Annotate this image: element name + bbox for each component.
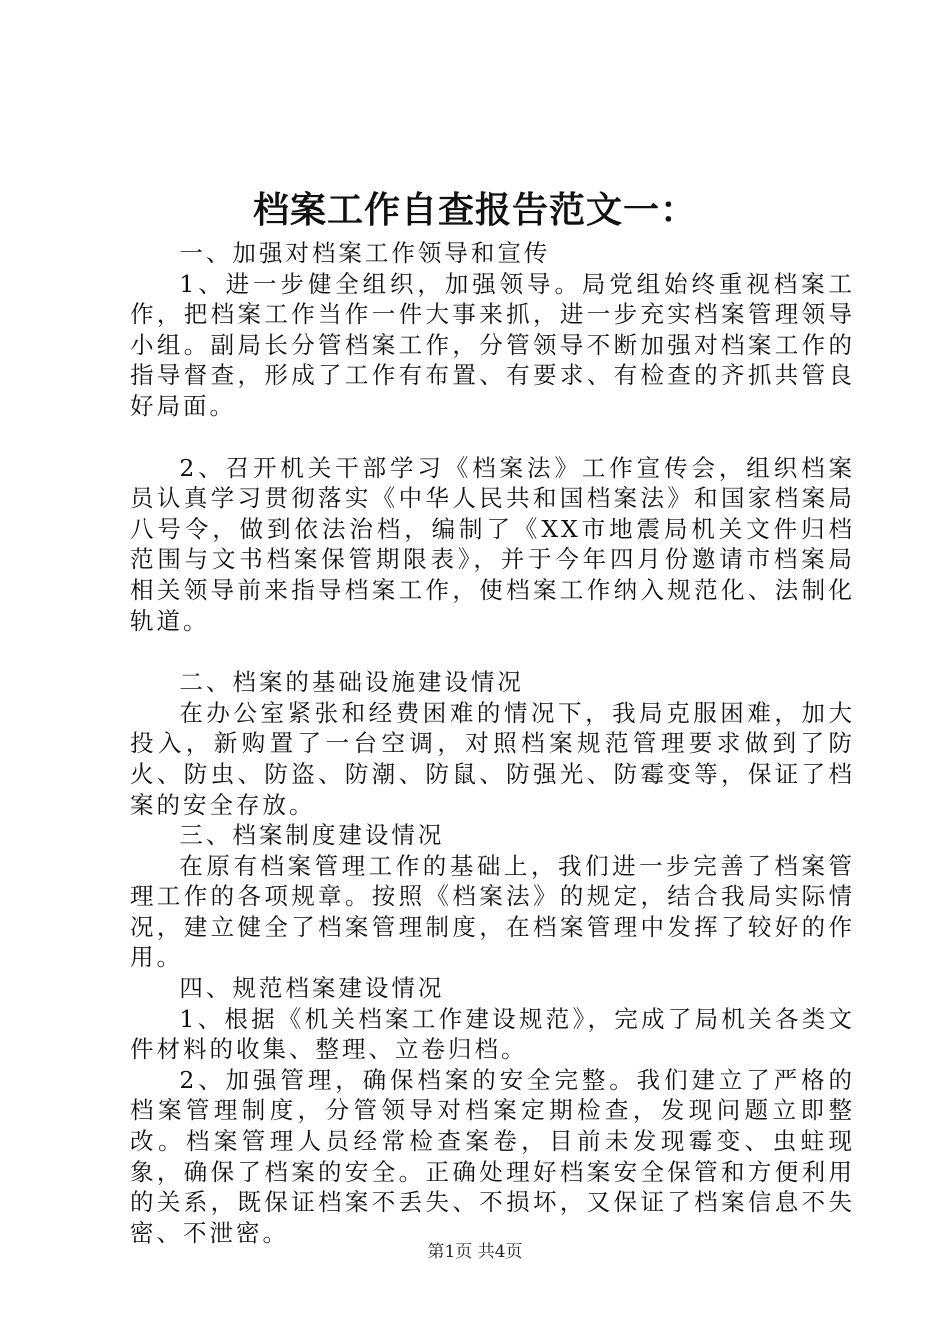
section-heading-1: 一、加强对档案工作领导和宣传 bbox=[179, 239, 551, 267]
paragraph-gap bbox=[130, 636, 855, 667]
paragraph-2-1: 在办公室紧张和经费困难的情况下，我局克服困难，加大投入，新购置了一台空调，对照档案规范管理要求做到了防火、防虫、防盗、防潮、防鼠、防强光、防霉变等，保证了档案的安全存放。 bbox=[130, 698, 855, 819]
paragraph-1-2: 2、召开机关干部学习《档案法》工作宣传会，组织档案员认真学习贯彻落实《中华人民共和国档案法》和国家档案局八号令，做到依法治档，编制了《XX市地震局机关文件归档范围与文书档案保管期限表》，并于今年四月份邀请市档案局相关领导前来指导档案工作，使档案工作纳入规范化、法制化轨道。 bbox=[130, 453, 855, 635]
section-heading-3: 三、档案制度建设情况 bbox=[179, 821, 445, 850]
page-footer: 第1页 共4页 bbox=[427, 1242, 523, 1262]
paragraph-1-1: 1、进一步健全组织，加强领导。局党组始终重视档案工作，把档案工作当作一件大事来抓，进一步充实档案管理领导小组。副局长分管档案工作，分管领导不断加强对档案工作的指导督查，形成了工作有布置、有要求、有检查的齐抓共管良好局面。 bbox=[130, 269, 855, 420]
paragraph-3-1: 在原有档案管理工作的基础上，我们进一步完善了档案管理工作的各项规章。按照《档案法》的规定，结合我局实际情况，建立健全了档案管理制度，在档案管理中发挥了较好的作用。 bbox=[130, 851, 855, 972]
document-title: 档案工作自查报告范文一： bbox=[252, 189, 697, 231]
paragraph-4-1: 1、根据《机关档案工作建设规范》，完成了局机关各类文件材料的收集、整理、立卷归档。 bbox=[130, 1004, 855, 1064]
paragraph-4-2: 2、加强管理，确保档案的安全完整。我们建立了严格的档案管理制度，分管领导对档案定期检查，发现问题立即整改。档案管理人员经常检查案卷，目前未发现霉变、虫蛀现象，确保了档案的安全。正确处理好档案安全保管和方便利用的关系，既保证档案不丢失、不损坏，又保证了档案信息不失密、不泄密。 bbox=[130, 1065, 855, 1247]
section-heading-2: 二、档案的基础设施建设情况 bbox=[179, 668, 524, 697]
section-heading-4: 四、规范档案建设情况 bbox=[179, 974, 445, 1003]
paragraph-gap bbox=[130, 422, 855, 453]
document-body bbox=[130, 238, 855, 1248]
